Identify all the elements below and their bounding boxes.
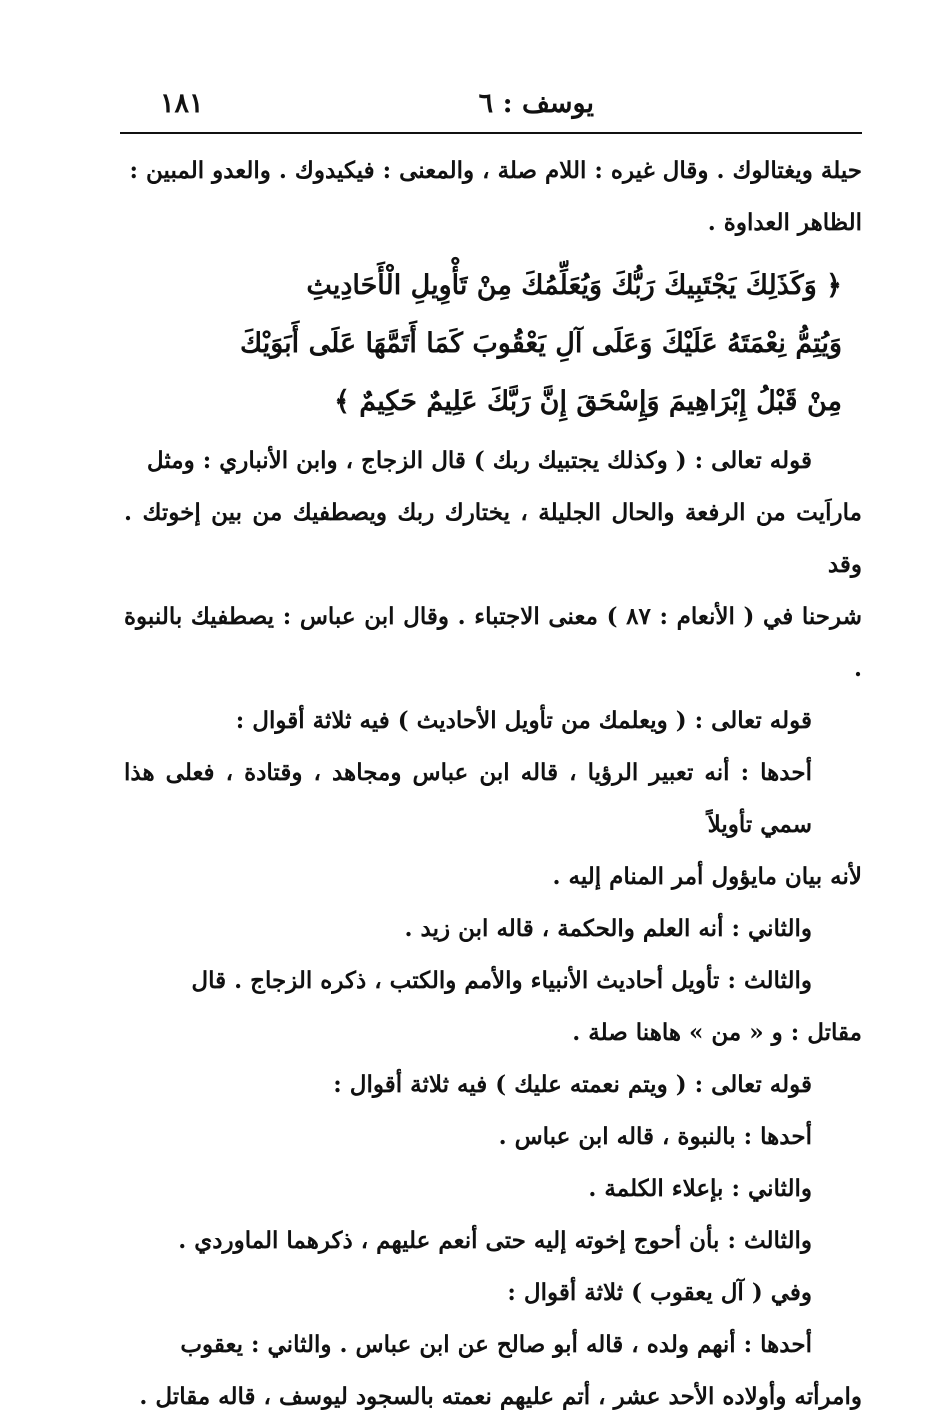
verse-line: مِنْ قَبْلُ إِبْرَاهِيمَ وَإِسْحَقَ إِنَّ رَبَّكَ عَلِيمٌ حَكِيمٌ ﴾ — [334, 386, 842, 417]
running-header — [120, 88, 862, 128]
text-line: الظاهر العداوة . — [707, 209, 862, 236]
text-line: والثالث : بأن أحوج إخوته إليه حتى أنعم عليهم ، ذكرهما الماوردي . — [178, 1227, 812, 1254]
text-line: لأنه بيان مايؤول أمر المنام إليه . — [552, 863, 862, 890]
text-line: والثالث : تأويل أحاديث الأنبياء والأمم والكتب ، ذكره الزجاج . قال — [191, 967, 812, 994]
text-line: أحدها : بالنبوة ، قاله ابن عباس . — [498, 1123, 812, 1150]
chapter-title: يوسف : ٦ — [478, 88, 594, 119]
verse-line: وَيُتِمُّ نِعْمَتَهُ عَلَيْكَ وَعَلَى آلِ يَعْقُوبَ كَمَا أَتَمَّهَا عَلَى أَبَوَيْكَ — [239, 328, 842, 359]
text-line: مقاتل : و « من » هاهنا صلة . — [572, 1019, 862, 1046]
text-line: وفي ( آل يعقوب ) ثلاثة أقوال : — [507, 1279, 812, 1306]
page-number: ١٨١ — [160, 88, 204, 119]
text-line: قوله تعالى : ( ويعلمك من تأويل الأحاديث ) فيه ثلاثة أقوال : — [235, 707, 812, 734]
text-line: والثاني : أنه العلم والحكمة ، قاله ابن زيد . — [404, 915, 812, 942]
text-line: أحدها : أنهم ولده ، قاله أبو صالح عن ابن عباس . والثاني : يعقوب — [180, 1331, 812, 1358]
text-line: وامرأته وأولاده الأحد عشر ، أتم عليهم نعمته بالسجود ليوسف ، قاله مقاتل . — [139, 1383, 862, 1410]
text-line: شرحنا في ( الأنعام : ٨٧ ) معنى الاجتباء . وقال ابن عباس : يصطفيك بالنبوة . — [124, 603, 862, 682]
text-line: ماراَيت من الرفعة والحال الجليلة ، يختارك ربك ويصطفيك من بين إخوتك . وقد — [124, 499, 862, 578]
text-line: حيلة ويغتالوك . وقال غيره : اللام صلة ، والمعنى : فيكيدوك . والعدو المبين : — [129, 157, 862, 184]
text-line: قوله تعالى : ( ويتم نعمته عليك ) فيه ثلاثة أقوال : — [333, 1071, 812, 1098]
text-line: أحدها : أنه تعبير الرؤيا ، قاله ابن عباس ومجاهد ، وقتادة ، فعلى هذا سمي تأويلاً — [124, 759, 812, 838]
text-line: والثاني : بإعلاء الكلمة . — [588, 1175, 812, 1202]
text-line: قوله تعالى : ( وكذلك يجتبيك ربك ) قال الزجاج ، وابن الأنباري : ومثل — [146, 447, 812, 474]
quran-verse — [124, 257, 862, 431]
page-body — [124, 145, 862, 1423]
verse-line: ﴿ وَكَذَلِكَ يَجْتَبِيكَ رَبُّكَ وَيُعَلِّمُكَ مِنْ تَأْوِيلِ الْأَحَادِيثِ — [306, 270, 842, 301]
header-rule — [120, 132, 862, 134]
